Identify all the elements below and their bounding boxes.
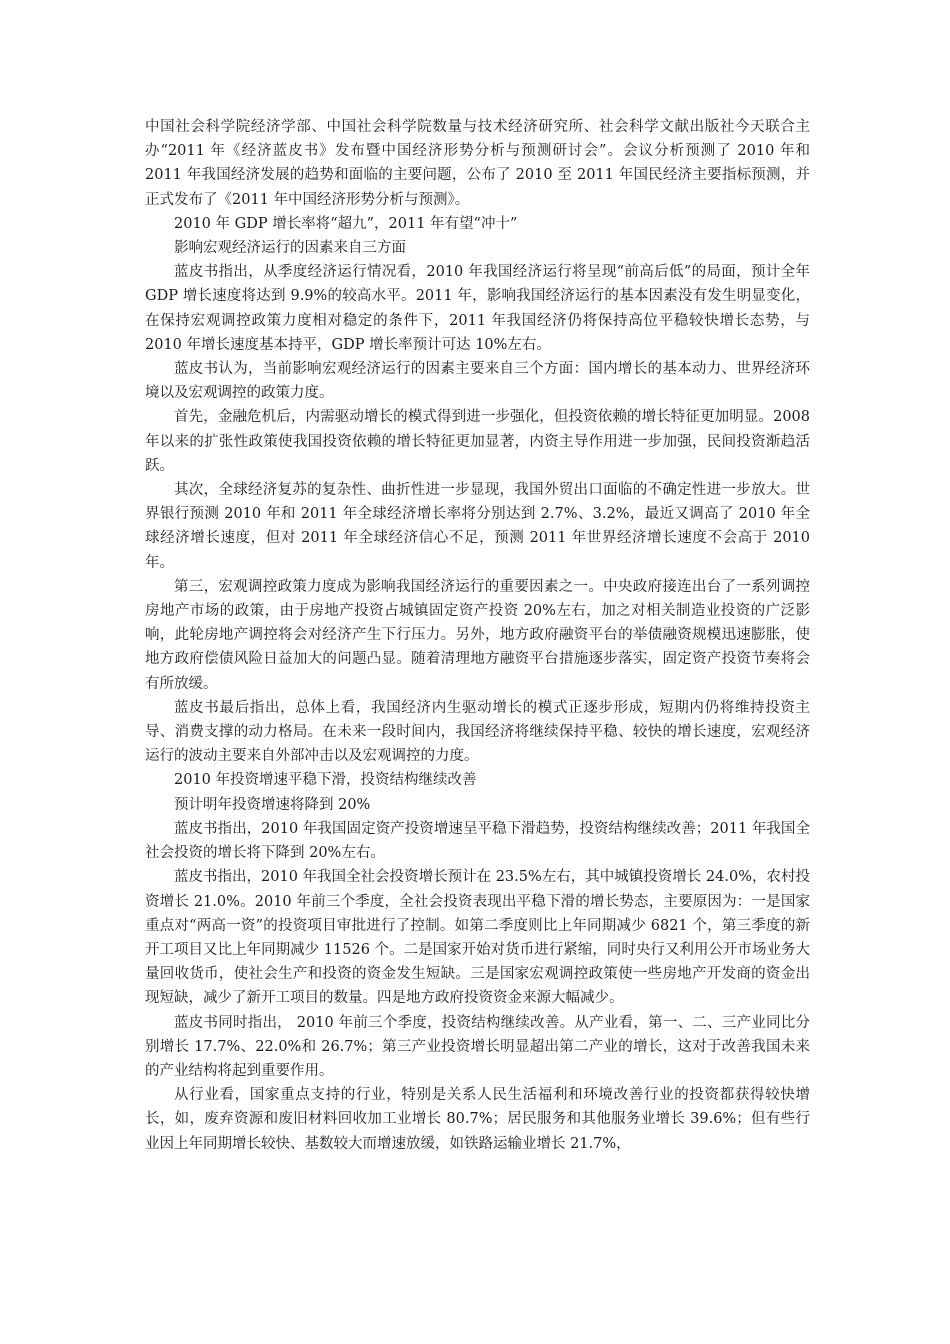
section-subheading-forecast: 预计明年投资增速将降到 20% xyxy=(174,796,371,813)
body-paragraph: 蓝皮书最后指出，总体上看，我国经济内生驱动增长的模式正逐步形成，短期内仍将维持投资主导、消费支撑的动力格局。在未来一段时间内，我国经济将继续保持平稳、较快的增长速度，宏观经济运行的波动主要来自外部冲击以及宏观调控的力度。 xyxy=(145,699,810,765)
body-paragraph: 其次，全球经济复苏的复杂性、曲折性进一步显现，我国外贸出口面临的不确定性进一步放大。世界银行预测 2010 年和 2011 年全球经济增长率将分别达到 2.7%、3.2%，最近又调高了 2010 年全球经济增长速度，但对 2011 年全球经济信心不足，预测 2011 年世界经济增长速度不会高于 2010 年。 xyxy=(145,482,810,571)
body-paragraph: 蓝皮书同时指出， 2010 年前三个季度，投资结构继续改善。从产业看，第一、二、三产业同比分别增长 17.7%、22.0%和 26.7%；第三产业投资增长明显超出第二产业的增长，这对于改善我国未来的产业结构将起到重要作用。 xyxy=(145,1014,810,1079)
body-paragraph: 第三，宏观调控政策力度成为影响我国经济运行的重要因素之一。中央政府接连出台了一系列调控房地产市场的政策，由于房地产投资占城镇固定资产投资 20%左右，加之对相关制造业投资的广泛影响，此轮房地产调控将会对经济产生下行压力。另外，地方政府融资平台的举债融资规模迅速膨胀，使地方政府偿债风险日益加大的问题凸显。随着清理地方融资平台措施逐步落实，固定资产投资节奏将会有所放缓。 xyxy=(145,578,810,692)
body-paragraph: 蓝皮书指出，2010 年我国全社会投资增长预计在 23.5%左右，其中城镇投资增长 24.0%，农村投资增长 21.0%。2010 年前三个季度，全社会投资表现出平稳下滑的增长势态，主要原因为：一是国家重点对“两高一资”的投资项目审批进行了控制。如第二季度则比上年同期减少 6821 个，第三季度的新开工项目又比上年同期减少 11526 个。二是国家开始对货币进行紧缩，同时央行又利用公开市场业务大量回收货币，使社会生产和投资的资金发生短缺。三是国家宏观调控政策使一些房地产开发商的资金出现短缺，减少了新开工项目的数量。四是地方政府投资资金来源大幅减少。 xyxy=(145,869,810,1007)
body-paragraph: 蓝皮书指出，2010 年我国固定资产投资增速呈平稳下滑趋势，投资结构继续改善；2011 年我国全社会投资的增长将下降到 20%左右。 xyxy=(145,820,810,862)
body-paragraph: 蓝皮书指出，从季度经济运行情况看，2010 年我国经济运行将呈现“前高后低”的局面，预计全年 GDP 增长速度将达到 9.9%的较高水平。2011 年，影响我国经济运行的基本因素没有发生明显变化，在保持宏观调控政策力度相对稳定的条件下，2011 年我国经济仍将保持高位平稳较快增长态势，与 2010 年增长速度基本持平，GDP 增长率预计可达 10%左右。 xyxy=(145,264,810,353)
document-page xyxy=(145,115,810,1156)
body-paragraph: 首先，金融危机后，内需驱动增长的模式得到进一步强化，但投资依赖的增长特征更加明显。2008 年以来的扩张性政策使我国投资依赖的增长特征更加显著，内资主导作用进一步加强，民间投资渐趋活跃。 xyxy=(145,409,810,474)
body-paragraph: 从行业看，国家重点支持的行业，特别是关系人民生活福利和环境改善行业的投资都获得较快增长，如，废弃资源和废旧材料回收加工业增长 80.7%；居民服务和其他服务业增长 39.6%；但有些行业因上年同期增长较快、基数较大而增速放缓，如铁路运输业增长 21.7%， xyxy=(145,1087,810,1152)
section-heading-gdp: 2010 年 GDP 增长率将“超九”，2011 年有望“冲十” xyxy=(174,215,518,232)
section-subheading-factors: 影响宏观经济运行的因素来自三方面 xyxy=(174,240,406,257)
intro-paragraph: 中国社会科学院经济学部、中国社会科学院数量与技术经济研究所、社会科学文献出版社今天联合主办“2011 年《经济蓝皮书》发布暨中国经济形势分析与预测研讨会”。会议分析预测了 2010 年和 2011 年我国经济发展的趋势和面临的主要问题，公布了 2010 至 2011 年国民经济主要指标预测，并正式发布了《2011 年中国经济形势分析与预测》。 xyxy=(145,119,810,208)
section-heading-investment: 2010 年投资增速平稳下滑，投资结构继续改善 xyxy=(174,772,477,789)
body-paragraph: 蓝皮书认为，当前影响宏观经济运行的因素主要来自三个方面：国内增长的基本动力、世界经济环境以及宏观调控的政策力度。 xyxy=(145,361,810,402)
